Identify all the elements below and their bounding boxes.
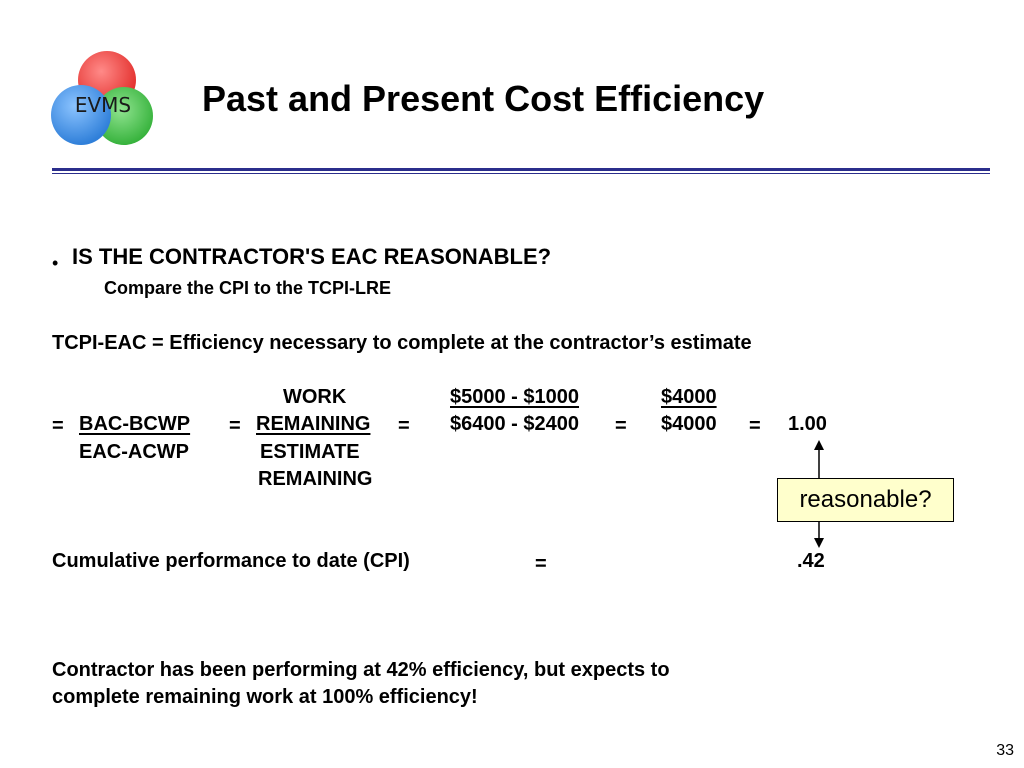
header-rule-thin <box>52 173 990 174</box>
arrow-down-icon <box>812 522 826 548</box>
tcpi-definition: TCPI-EAC = Efficiency necessary to complete at the contractor’s estimate <box>52 332 752 354</box>
formula-value-denominator: $6400 - $2400 <box>450 413 580 435</box>
formula-word-remaining: REMAINING <box>256 413 371 435</box>
bullet-subtext: Compare the CPI to the TCPI-LRE <box>104 278 392 298</box>
header-rule-thick <box>52 168 990 171</box>
evms-logo-graphic <box>50 50 156 148</box>
cpi-value: .42 <box>797 550 825 572</box>
formula-numerator: BAC-BCWP <box>79 413 191 435</box>
cpi-label: Cumulative performance to date (CPI) <box>52 550 410 572</box>
formula-word-work: WORK <box>283 386 347 408</box>
formula-equals-3: = <box>398 415 410 437</box>
evms-logo <box>50 50 156 148</box>
formula-result: 1.00 <box>788 413 827 435</box>
formula-equals-4: = <box>615 415 627 437</box>
formula-word-remaining-2: REMAINING <box>258 468 373 490</box>
formula-denominator: EAC-ACWP <box>79 441 189 463</box>
bullet-symbol: • <box>52 253 59 273</box>
conclusion-line-1: Contractor has been performing at 42% efficiency, but expects to <box>52 659 670 681</box>
arrow-up-icon <box>812 440 826 478</box>
conclusion-line-2: complete remaining work at 100% efficiency! <box>52 686 478 708</box>
formula-equals-1: = <box>52 415 64 437</box>
page-number: 33 <box>996 742 1014 759</box>
slide-title: Past and Present Cost Efficiency <box>202 78 765 119</box>
formula-equals-5: = <box>749 415 761 437</box>
formula-word-estimate: ESTIMATE <box>260 441 360 463</box>
bullet-question: IS THE CONTRACTOR'S EAC REASONABLE? <box>72 244 552 269</box>
formula-result-numerator: $4000 <box>661 386 717 408</box>
formula-result-denominator: $4000 <box>661 413 717 435</box>
cpi-equals: = <box>535 553 547 575</box>
reasonable-callout: reasonable? <box>777 478 954 522</box>
formula-equals-2: = <box>229 415 241 437</box>
formula-value-numerator: $5000 - $1000 <box>450 386 580 408</box>
logo-text: EVMS <box>74 93 132 117</box>
